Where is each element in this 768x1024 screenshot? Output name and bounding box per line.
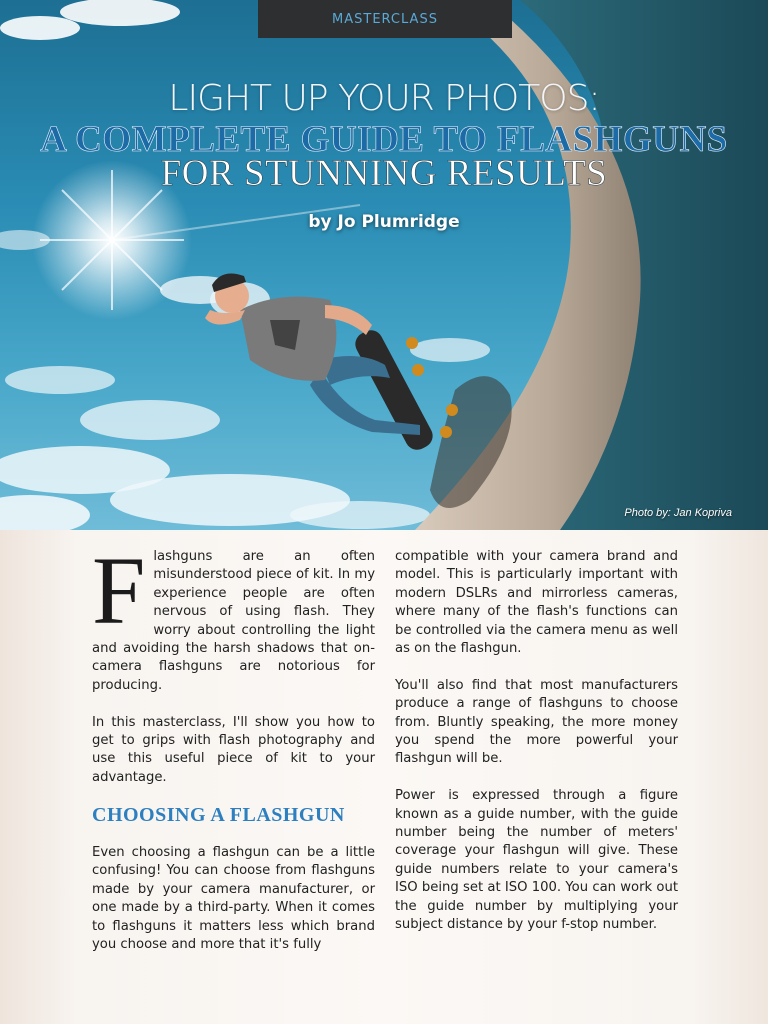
photo-credit: Photo by: Jan Kopriva [624, 507, 732, 519]
intro-text: lashguns are an often misunderstood piece of kit. In my experience people are often nervous of using flash. They worry about controlling the light and avoiding the harsh shadows that on-camera flashguns are notorious for producing. [92, 549, 375, 693]
title-line-2: A COMPLETE GUIDE TO FLASHGUNS [40, 119, 728, 160]
intro-paragraph-2: In this masterclass, I'll show you how to get to grips with flash photography and use this useful piece of kit to your advantage. [92, 714, 375, 785]
column-left [92, 537, 375, 973]
intro-paragraph [92, 537, 375, 695]
subhead-choosing: CHOOSING A FLASHGUN [92, 803, 345, 826]
paragraph-range: You'll also find that most manufacturers produce a range of flashguns to choose from. Bluntly speaking, the more money you spend the more powerful your flashgun will be. [395, 677, 678, 767]
skateboarder [205, 273, 458, 454]
section-tab: MASTERCLASS [258, 0, 512, 38]
title-line-3: FOR STUNNING RESULTS [160, 153, 608, 194]
title-line-1: LIGHT UP YOUR PHOTOS: [168, 78, 600, 119]
paragraph-power: Power is expressed through a figure known as a guide number, with the guide number being the number of meters' coverage your flashgun will give. These guide numbers relate to your camera's ISO being set at ISO 100. You can work out the guide number by multiplying your subject distance by your f-stop number. [395, 788, 678, 933]
column-right [395, 548, 678, 953]
article-body [0, 530, 768, 1024]
byline: by Jo Plumridge [308, 212, 460, 232]
dropcap: F [92, 537, 146, 644]
paragraph-compatible: compatible with your camera brand and model. This is particularly important with modern DSLRs and mirrorless cameras, where many of the flash's functions can be controlled via the camera menu as well as on the flashgun. [395, 549, 678, 657]
paragraph-choosing: Even choosing a flashgun can be a little confusing! You can choose from flashguns made by your camera manufacturer, or one made by a third-party. When it comes to flashguns it matters less which brand you choose and more that it's fully [92, 845, 375, 953]
